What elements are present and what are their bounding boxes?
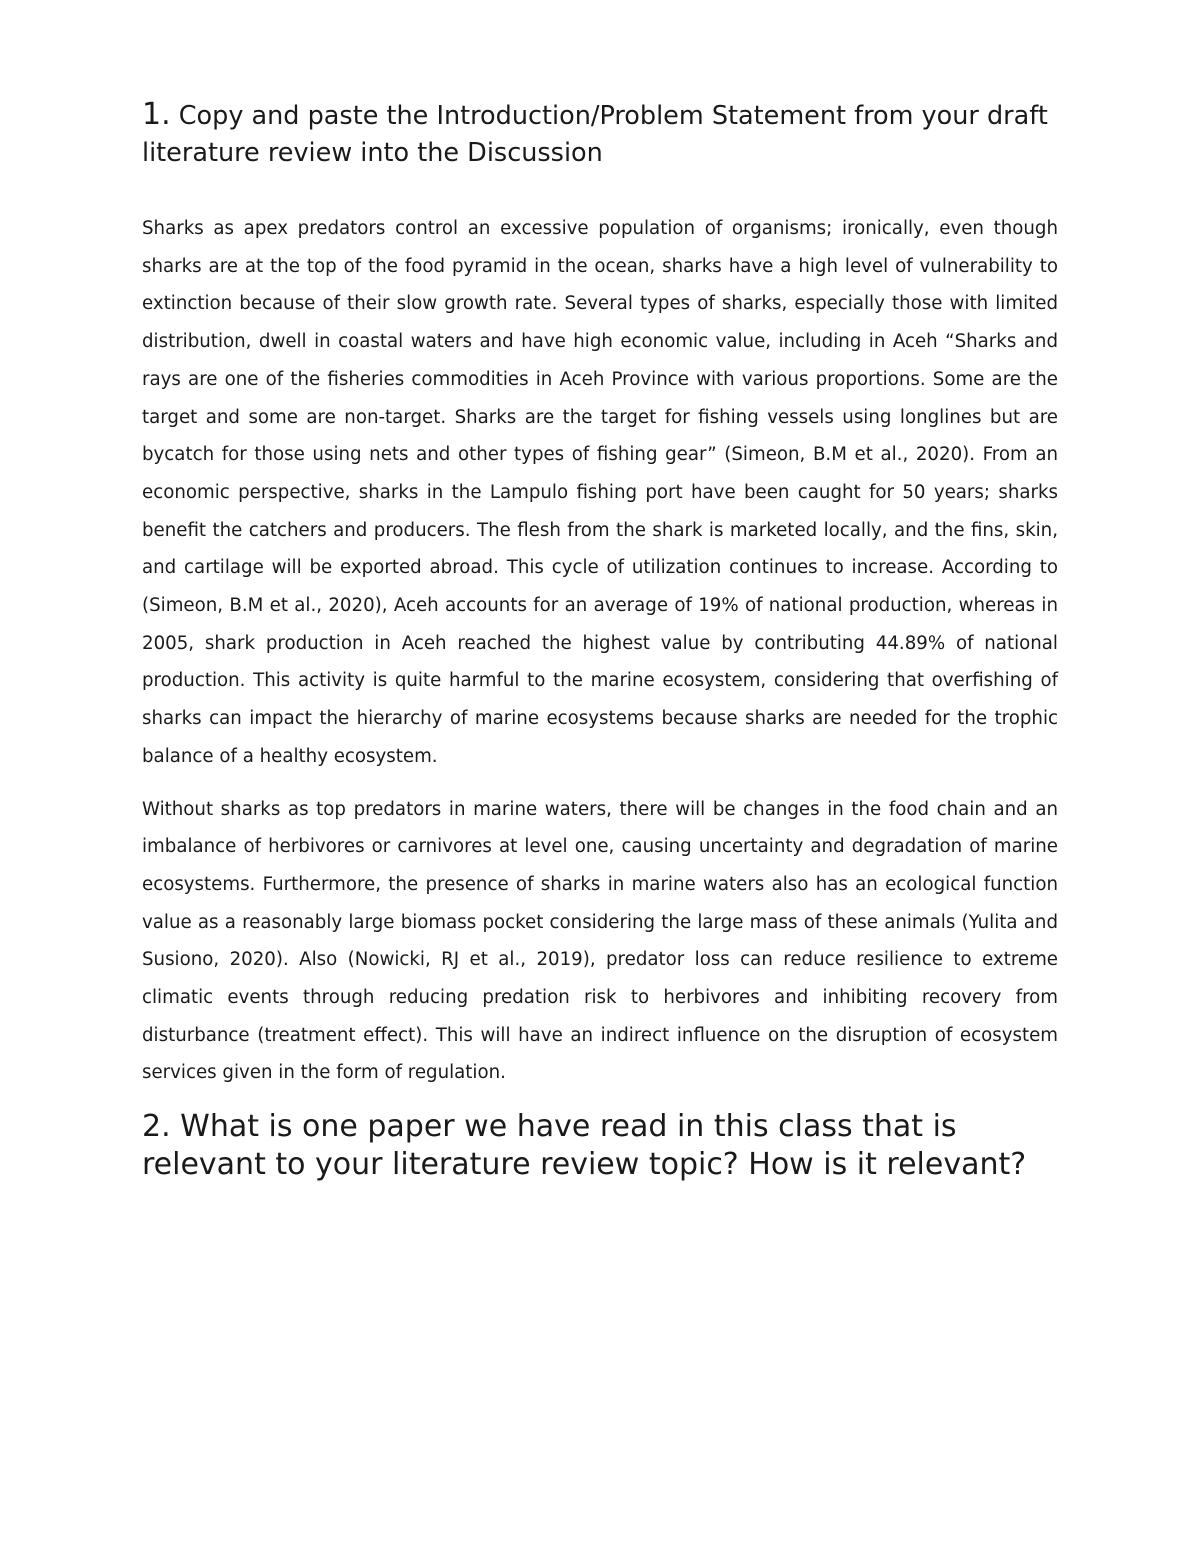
document-page [142, 96, 1058, 1184]
body-paragraph-2: Without sharks as top predators in marine waters, there will be changes in the food chain and an imbalance of herbivores or carnivores at level one, causing uncertainty and degradation of marine ecosystems. Furthermore, the presence of sharks in marine waters also has an ecological function value as a reasonably large biomass pocket considering the large mass of these animals (Yulita and Susiono, 2020). Also (Nowicki, RJ et al., 2019), predator loss can reduce resilience to extreme climatic events through reducing predation risk to herbivores and inhibiting recovery from disturbance (treatment effect). This will have an indirect influence on the disruption of ecosystem services given in the form of regulation. [142, 798, 1058, 1084]
section-1-heading [142, 96, 1058, 172]
section-1-number: 1. [142, 97, 171, 132]
section-1-title: Copy and paste the Introduction/Problem Statement from your draft literature review into the Discussion [142, 101, 1048, 168]
body-paragraph-1: Sharks as apex predators control an excessive population of organisms; ironically, even though sharks are at the top of the food pyramid in the ocean, sharks have a high level of vulnerability to extinction because of their slow growth rate. Several types of sharks, especially those with limited distribution, dwell in coastal waters and have high economic value, including in Aceh “Sharks and rays are one of the fisheries commodities in Aceh Province with various proportions. Some are the target and some are non-target. Sharks are the target for fishing vessels using longlines but are bycatch for those using nets and other types of fishing gear” (Simeon, B.M et al., 2020). From an economic perspective, sharks in the Lampulo fishing port have been caught for 50 years; sharks benefit the catchers and producers. The flesh from the shark is marketed locally, and the fins, skin, and cartilage will be exported abroad. This cycle of utilization continues to increase. According to (Simeon, B.M et al., 2020), Aceh accounts for an average of 19% of national production, whereas in 2005, shark production in Aceh reached the highest value by contributing 44.89% of national production. This activity is quite harmful to the marine ecosystem, considering that overfishing of sharks can impact the hierarchy of marine ecosystems because sharks are needed for the trophic balance of a healthy ecosystem. [142, 218, 1058, 767]
section-2-heading: 2. What is one paper we have read in this class that is relevant to your literature review topic? How is it relevant? [142, 1109, 1027, 1183]
